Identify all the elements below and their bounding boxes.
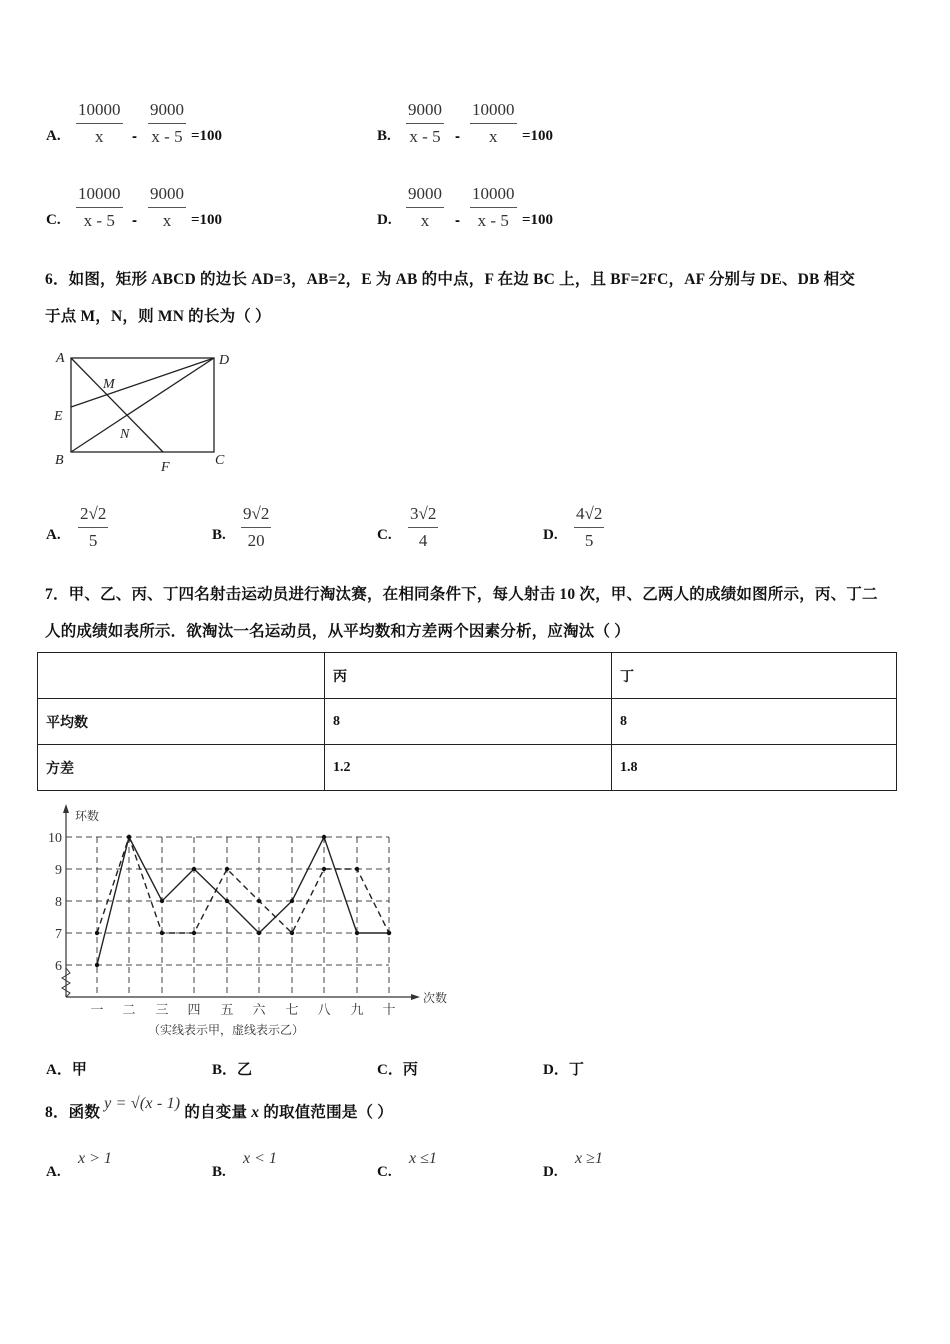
data-point [355, 931, 359, 935]
data-point [322, 867, 326, 871]
table-cell: 方差 [38, 745, 325, 791]
table-cell: 丁 [612, 653, 897, 699]
data-point [257, 931, 261, 935]
point-label-n: N [120, 427, 130, 442]
fraction: $\frac{2√2}{5}$ [80, 504, 107, 550]
data-point [225, 867, 229, 871]
fraction: $\frac{9000}{x}$ [408, 184, 442, 230]
data-point [95, 963, 99, 967]
point-label-c: C [215, 453, 225, 468]
y-tick-label: 9 [55, 863, 62, 878]
x-axis-label: 次数 [423, 991, 448, 1005]
q7-stem-line1: 7．甲、乙、丙、丁四名射击运动员进行淘汰赛，在相同条件下，每人射击 10 次，甲、乙两人的成绩如图所示，丙、丁二 [45, 586, 878, 603]
function-formula: y = √(x - 1) [104, 1095, 181, 1112]
point-label-a: A [56, 351, 65, 366]
y-axis-arrow-icon [63, 804, 69, 813]
q6-stem-line1: 6．如图，矩形 ABCD 的边长 AD=3，AB=2，E 为 AB 的中点，F 在边 BC 上，且 BF=2FC，AF 分别与 DE、DB 相交 [45, 271, 856, 288]
data-point [322, 835, 326, 839]
data-point [95, 931, 99, 935]
fraction: $\frac{9000}{x - 5}$ [150, 100, 184, 146]
fraction: $\frac{4√2}{5}$ [576, 504, 603, 550]
data-point [192, 931, 196, 935]
data-point [192, 867, 196, 871]
point-label-f: F [161, 460, 170, 475]
y-tick-label: 8 [55, 895, 62, 910]
y-axis-label: 环数 [75, 809, 100, 823]
x-tick-label: 七 [285, 1003, 299, 1018]
option-label: D. [377, 212, 392, 228]
data-point [127, 835, 131, 839]
data-point [225, 899, 229, 903]
point-label-m: M [103, 377, 115, 392]
x-tick-label: 十 [382, 1003, 396, 1018]
series-line-dashed [97, 837, 389, 933]
table-cell: 平均数 [38, 699, 325, 745]
table-cell: 1.8 [612, 745, 897, 791]
table-cell: 丙 [325, 653, 612, 699]
x-axis-arrow-icon [411, 994, 420, 1000]
table-cell: 8 [612, 699, 897, 745]
x-tick-label: 八 [317, 1003, 331, 1018]
q8-stem: 8．函数 y = √(x - 1) 的自变量 x 的取值范围是（ ） [45, 1095, 393, 1121]
data-point [355, 867, 359, 871]
chart-caption: （实线表示甲，虚线表示乙） [148, 1023, 305, 1037]
data-point [290, 931, 294, 935]
x-tick-label: 九 [350, 1003, 364, 1018]
x-tick-label: 二 [122, 1003, 136, 1018]
x-tick-label: 三 [155, 1003, 169, 1018]
x-tick-label: 四 [187, 1003, 201, 1018]
data-point [290, 899, 294, 903]
fraction: $\frac{9000}{x - 5}$ [408, 100, 442, 146]
point-label-d: D [219, 353, 230, 368]
table-cell: 8 [325, 699, 612, 745]
data-point [160, 931, 164, 935]
fraction: $\frac{3√2}{4}$ [410, 504, 437, 550]
fraction: $\frac{10000}{x}$ [472, 100, 515, 146]
fraction: $\frac{10000}{x}$ [78, 100, 121, 146]
y-tick-label: 10 [48, 831, 62, 846]
fraction: $\frac{10000}{x - 5}$ [78, 184, 121, 230]
x-tick-label: 一 [90, 1003, 104, 1018]
x-tick-label: 五 [220, 1003, 234, 1018]
x-tick-label: 六 [252, 1003, 266, 1018]
point-label-b: B [55, 453, 64, 468]
q7-stem-line2: 人的成绩如表所示．欲淘汰一名运动员，从平均数和方差两个因素分析，应淘汰（ ） [45, 623, 630, 640]
data-point [160, 899, 164, 903]
data-point [387, 931, 391, 935]
y-tick-label: 6 [55, 959, 62, 974]
fraction: $\frac{9√2}{20}$ [243, 504, 270, 550]
y-tick-label: 7 [55, 927, 62, 942]
data-point [257, 899, 261, 903]
table-cell: 1.2 [325, 745, 612, 791]
option-label: A. [46, 128, 61, 144]
q6-stem-line2: 于点 M，N，则 MN 的长为（ ） [45, 308, 271, 325]
option-label: C. [46, 212, 61, 228]
score-line-chart [0, 0, 470, 1045]
fraction: $\frac{9000}{x}$ [150, 184, 184, 230]
option-label: B. [377, 128, 391, 144]
fraction: $\frac{10000}{x - 5}$ [472, 184, 515, 230]
point-label-e: E [54, 409, 63, 424]
